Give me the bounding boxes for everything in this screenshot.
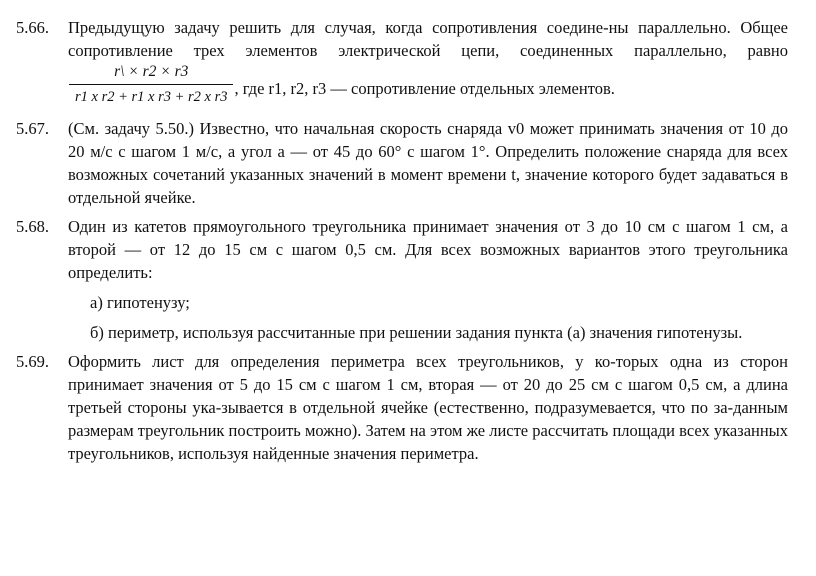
- resistance-formula: [69, 60, 233, 109]
- problem-5-69: [14, 350, 788, 465]
- problem-subitem-b: б) периметр, используя рассчитанные при решении задания пункта (а) значения гипотенузы.: [90, 323, 743, 342]
- problem-text-after-formula: , где r1, r2, r3 — сопротивление отдельных элементов.: [234, 78, 615, 98]
- problem-number: 5.68.: [16, 217, 49, 236]
- problem-number: 5.69.: [16, 352, 49, 371]
- problem-5-66: [14, 16, 788, 111]
- problem-body: [68, 350, 788, 465]
- problem-number: 5.67.: [16, 119, 49, 138]
- formula-denominator: r1 x r2 + r1 x r3 + r2 x r3: [75, 89, 228, 105]
- problem-text-before-formula: Предыдущую задачу решить для случая, когда сопротивления соедине-ны параллельно. Общее сопротивление трех элементов электрической цепи, соединенных параллельно, равно: [68, 18, 788, 60]
- problem-body: [68, 215, 788, 344]
- problem-subitem-a: а) гипотенузу;: [90, 293, 190, 312]
- problem-body: [68, 16, 788, 111]
- problem-number: 5.66.: [16, 18, 49, 37]
- problem-body: [68, 117, 788, 209]
- problem-text: (См. задачу 5.50.) Известно, что начальная скорость снаряда v0 может принимать значения от 10 до 20 м/с с шагом 1 м/с, а угол a — от 45 до 60° с шагом 1°. Определить положение снаряда для всех возможных сочетаний указанных значений в момент времени t, значение которого будет задаваться в отдельной ячейке.: [68, 119, 788, 207]
- problem-text: [68, 16, 788, 111]
- problem-5-67: [14, 117, 788, 209]
- formula-numerator: r\ × r2 × r3: [69, 60, 233, 85]
- problem-text: Оформить лист для определения периметра всех треугольников, у ко-торых одна из сторон принимает значения от 5 до 15 см с шагом 1 см, вторая — от 20 до 25 см с шагом 0,5 см, а длина третьей стороны ука-зывается в отдельной ячейке (естественно, подразумевается, что по за-данным размерам треугольник построить можно). Затем на этом же листе рассчитать площади всех указанных треугольников, используя найденные значения периметра.: [68, 352, 789, 463]
- problem-5-68: [14, 215, 788, 344]
- problem-text: Один из катетов прямоугольного треугольника принимает значения от 3 до 10 см с шагом 1 см, а второй — от 12 до 15 см с шагом 0,5 см. Для всех возможных вариантов этого треугольника определить:: [68, 217, 788, 282]
